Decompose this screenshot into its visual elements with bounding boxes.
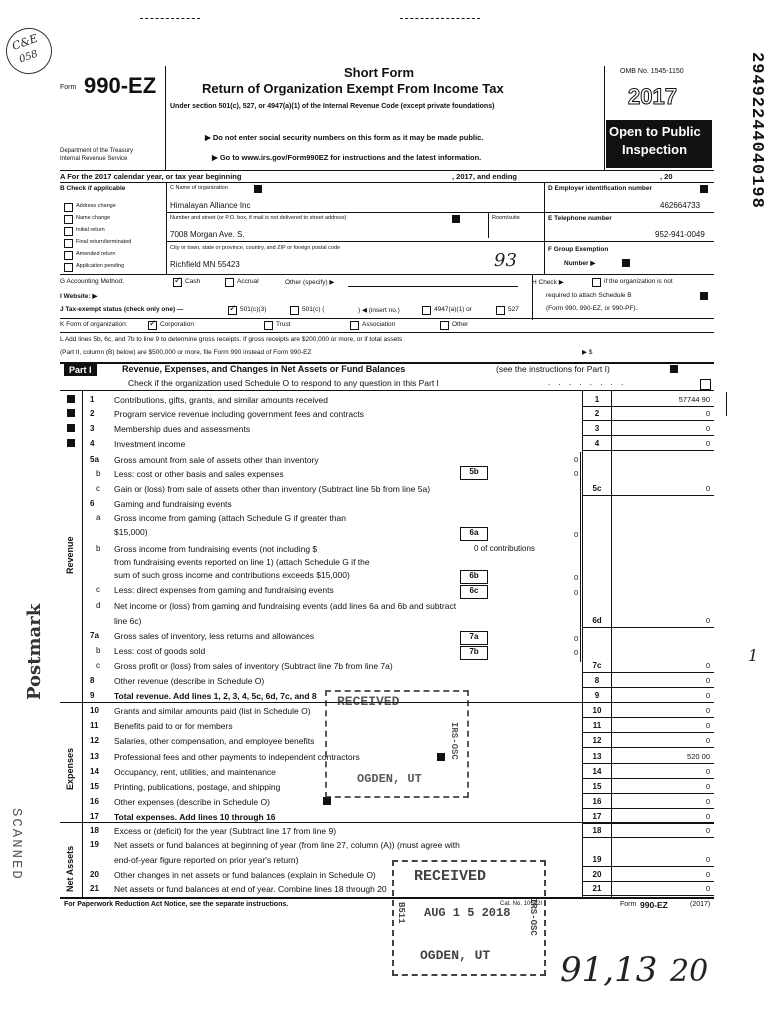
footer-form-word: Form — [620, 901, 637, 908]
line-number: b — [96, 544, 101, 553]
line-description: Gross income from gaming (attach Schedule G if greater than — [114, 513, 346, 523]
street-label: Number and street (or P.O. box, if mail is not delivered to street address) — [170, 215, 347, 221]
line-box-number: 13 — [592, 752, 602, 761]
line-rule — [582, 672, 714, 673]
dept-treasury: Department of the Treasury — [60, 148, 134, 154]
association-label: Association — [362, 321, 396, 328]
rule — [544, 241, 714, 242]
line-box-number: 11 — [592, 721, 602, 730]
line-amount[interactable]: 0 — [705, 439, 710, 448]
part1-title: Revenue, Expenses, and Changes in Net Assets or Fund Balances — [122, 364, 406, 374]
part1-check-line: Check if the organization used Schedule O to respond to any question in this Part I — [128, 378, 439, 388]
line-number: 7a — [90, 631, 99, 640]
line-number: 4 — [90, 439, 95, 448]
received-2-date: AUG 1 5 2018 — [424, 906, 511, 920]
rule — [60, 897, 714, 899]
amount-6a[interactable]: 0 — [574, 530, 579, 539]
line-box-number: 12 — [592, 736, 602, 745]
line-number: a — [96, 513, 101, 522]
room-suite-label: Room/suite — [492, 215, 520, 221]
line-l-dollar: ▶ $ — [582, 349, 593, 356]
cash-checkbox[interactable]: ✓ — [174, 275, 182, 285]
line-description: Total revenue. Add lines 1, 2, 3, 4, 5c, 6d, 7c, and 8 — [114, 691, 317, 701]
line-description: Other changes in net assets or fund balances (explain in Schedule O) — [114, 870, 376, 880]
line-number: 1 — [90, 395, 95, 404]
line-description: Total expenses. Add lines 10 through 16 — [114, 812, 276, 822]
phone-label: E Telephone number — [548, 215, 612, 222]
line-amount[interactable]: 57744 90 — [678, 395, 710, 404]
form-subtitle: Return of Organization Exempt From Income Tax — [202, 81, 504, 96]
divider — [582, 390, 583, 897]
code-2: B511 — [396, 902, 406, 924]
cat-number: Cat. No. 10642I — [500, 901, 543, 907]
line-rule — [582, 823, 714, 824]
4947-checkbox[interactable] — [422, 306, 431, 315]
line-rule — [582, 702, 714, 703]
accrual-label: Accrual — [237, 278, 259, 285]
line-h-check: H Check ▶ — [532, 279, 564, 286]
line-box-number: 18 — [592, 826, 602, 835]
leader-dots: . . . . . . . . — [548, 378, 627, 387]
received-stamp-1 — [325, 690, 469, 798]
footer-year: (2017) — [690, 901, 711, 908]
line-box-number: 1 — [594, 395, 600, 404]
inner-col-right — [580, 452, 581, 662]
line-amount[interactable]: 520 00 — [687, 752, 710, 761]
section-b-label: B Check if applicable — [60, 185, 126, 192]
form-number: 990-EZ — [84, 73, 157, 98]
cge-number: 058 — [17, 48, 40, 66]
city-label: City or town, state or province, country, and ZIP or foreign postal code — [170, 245, 341, 251]
line-amount[interactable]: 0 — [705, 884, 710, 893]
line-rule — [582, 778, 714, 779]
inspection: Inspection — [622, 142, 688, 157]
rule — [166, 241, 544, 242]
line-number: b — [96, 469, 101, 478]
line-rule — [582, 406, 714, 407]
address-change-checkbox[interactable] — [64, 203, 73, 212]
info-icon — [622, 259, 630, 267]
handwritten-20: 20 — [670, 954, 709, 989]
line-number: 21 — [90, 884, 99, 893]
box-6a: 6a — [460, 527, 488, 541]
divider — [488, 212, 489, 238]
line-amount[interactable]: 0 — [705, 424, 710, 433]
501c-checkbox[interactable] — [290, 306, 299, 315]
line-number: 2 — [90, 409, 95, 418]
line-box-number: 14 — [592, 767, 602, 776]
info-icon — [67, 409, 75, 417]
line-amount[interactable]: 0 — [705, 409, 710, 418]
handwritten-9113: 91,13 — [560, 950, 658, 990]
line-rule — [582, 687, 714, 688]
association-checkbox[interactable] — [350, 321, 359, 330]
application-pending-label: Application pending — [76, 263, 125, 269]
line-description: Investment income — [114, 439, 186, 449]
box-7a: 7a — [460, 631, 488, 645]
line-box-number: 7c — [592, 661, 602, 670]
line-box-number: 15 — [592, 782, 602, 791]
line-number: 12 — [90, 736, 99, 745]
line-rule — [582, 732, 714, 733]
line-description: Other expenses (describe in Schedule O) — [114, 797, 270, 807]
line-description: Less: cost or other basis and sales expenses — [114, 469, 284, 479]
address-change-label: Address change — [76, 203, 116, 209]
tax-year: 2017 — [628, 84, 677, 109]
final-return-label: Final return/terminated — [76, 239, 132, 245]
line-rule — [582, 763, 714, 764]
line-description: Net assets or fund balances at end of year. Combine lines 18 through 20 — [114, 884, 387, 894]
line-number: 19 — [90, 840, 99, 849]
info-icon — [700, 185, 708, 193]
box-5b: 5b — [460, 466, 488, 480]
info-icon — [67, 439, 75, 447]
phone-value[interactable]: 952-941-0049 — [655, 230, 705, 239]
line-description: Gaming and fundraising events — [114, 499, 232, 509]
info-icon — [67, 424, 75, 432]
527-label: 527 — [508, 306, 519, 313]
other-org-label: Other — [452, 321, 469, 328]
amount-7b[interactable]: 0 — [574, 648, 579, 657]
initial-return-checkbox[interactable] — [64, 227, 73, 236]
line-amount[interactable]: 0 — [705, 736, 710, 745]
scanned-margin: SCANNED — [8, 808, 24, 881]
info-icon — [254, 185, 262, 193]
line-box-number: 3 — [594, 424, 600, 433]
line-number: 16 — [90, 797, 99, 806]
line-box-number: 10 — [592, 706, 602, 715]
line-number: 13 — [90, 752, 99, 761]
line-rule — [582, 717, 714, 718]
info-icon — [67, 395, 75, 403]
line-a-end: , 20 — [660, 172, 673, 181]
4947-label: 4947(a)(1) or — [434, 306, 472, 313]
received-2-text: RECEIVED — [414, 868, 487, 885]
divider — [544, 182, 545, 274]
name-change-label: Name change — [76, 215, 111, 221]
final-return-checkbox[interactable] — [64, 239, 73, 248]
line-description: sum of such gross income and contributions exceeds $15,000) — [114, 570, 350, 580]
501c3-label: 501(c)(3) — [240, 306, 267, 313]
ein-value[interactable]: 462664733 — [660, 201, 701, 210]
line-rule — [582, 420, 714, 421]
cash-label: Cash — [185, 278, 201, 285]
line-rule — [582, 450, 714, 451]
rule — [60, 390, 714, 391]
line-amount[interactable]: 0 — [705, 676, 710, 685]
expenses-side-label: Expenses — [65, 747, 75, 790]
corporation-checkbox[interactable]: ✓ — [149, 318, 157, 328]
line-a-label: A For the 2017 calendar year, or tax year beginning — [60, 172, 242, 181]
initial-return-label: Initial return — [76, 227, 105, 233]
form-title: Short Form — [344, 65, 415, 80]
line-description: Gross sales of inventory, less returns and allowances — [114, 631, 315, 641]
line-description: Salaries, other compensation, and employee benefits — [114, 736, 315, 746]
corporation-label: Corporation — [160, 321, 194, 328]
irs-osc-1: IRS-OSC — [449, 722, 459, 760]
line-description: Program service revenue including government fees and contracts — [114, 409, 364, 419]
ogden-1-text: OGDEN, UT — [357, 772, 422, 786]
rule — [544, 212, 714, 213]
line-number: 10 — [90, 706, 99, 715]
handwritten-93: 93 — [494, 250, 517, 271]
line-box-number: 5c — [592, 484, 602, 493]
handwritten-tick — [726, 392, 727, 416]
line-description: end-of-year figure reported on prior year's return) — [114, 855, 299, 865]
city-state-zip[interactable]: Richfield MN 55423 — [170, 260, 240, 269]
org-name-label: C Name of organization — [170, 185, 228, 191]
other-method-line[interactable] — [348, 286, 518, 287]
line-description: Membership dues and assessments — [114, 424, 251, 434]
line-description: Professional fees and other payments to independent contractors — [114, 752, 360, 762]
amount-7a[interactable]: 0 — [574, 634, 579, 643]
info-icon — [700, 292, 708, 300]
line-h-text3: required to attach Schedule B — [546, 292, 632, 299]
line-number: c — [96, 585, 100, 594]
under-section: Under section 501(c), 527, or 4947(a)(1) of the Internal Revenue Code (except private foundations) — [170, 103, 495, 110]
divider — [82, 390, 83, 897]
amount-5a[interactable]: 0 — [574, 455, 579, 464]
footer-form-number: 990-EZ — [640, 900, 668, 910]
line-rule — [582, 435, 714, 436]
line-number: 11 — [90, 721, 99, 730]
street-address[interactable]: 7008 Morgan Ave. S. — [170, 230, 245, 239]
line-h-text4: (Form 990, 990-EZ, or 990-PF). — [546, 305, 638, 312]
irs-label: Internal Revenue Service — [60, 156, 128, 162]
other-method-label: Other (specify) ▶ — [285, 279, 335, 286]
line-rule — [582, 747, 714, 748]
amended-return-checkbox[interactable] — [64, 251, 73, 260]
line-number: 3 — [90, 424, 95, 433]
divider — [604, 66, 605, 170]
line-number: 8 — [90, 676, 95, 685]
amended-return-label: Amended return — [76, 251, 116, 257]
line-box-number: 17 — [592, 812, 602, 821]
line-description: Net assets or fund balances at beginning of year (from line 27, column (A)) (must agree with — [114, 840, 460, 850]
line-description: Benefits paid to or for members — [114, 721, 233, 731]
line-amount[interactable]: 0 — [705, 812, 710, 821]
rule — [60, 170, 714, 171]
box-6b: 6b — [460, 570, 488, 584]
cge-stamp — [0, 22, 58, 81]
ogden-2-text: OGDEN, UT — [420, 948, 491, 963]
rule — [60, 182, 714, 183]
line-box-number: 9 — [594, 691, 600, 700]
line-rule — [582, 808, 714, 809]
line-rule — [582, 793, 714, 794]
box-7b: 7b — [460, 646, 488, 660]
line-amount[interactable]: 0 — [705, 782, 710, 791]
divider — [532, 274, 533, 320]
irs-osc-2: IRS-OSC — [528, 898, 538, 936]
part1-title-note: (see the instructions for Part I) — [496, 364, 610, 374]
line-number: b — [96, 646, 101, 655]
amount-6c[interactable]: 0 — [574, 588, 579, 597]
line-number: 9 — [90, 691, 95, 700]
rule — [60, 332, 714, 333]
received-1-text: RECEIVED — [337, 694, 400, 709]
line-description: Grants and similar amounts paid (list in Schedule O) — [114, 706, 311, 716]
line-amount[interactable]: 0 — [705, 797, 710, 806]
line-amount[interactable]: 0 — [705, 767, 710, 776]
line-h-text2: if the organization is not — [604, 278, 673, 285]
part1-tag: Part I — [64, 364, 97, 376]
schedule-b-checkbox[interactable] — [592, 278, 601, 287]
revenue-side-label: Revenue — [65, 536, 75, 574]
postmark-margin: Postmark — [24, 603, 45, 700]
line-rule — [582, 881, 714, 882]
line-l-text2: (Part II, column (B) below) are $500,000 or more, file Form 990 instead of Form 990-EZ — [60, 349, 312, 356]
line-box-number: 8 — [594, 676, 600, 685]
divider — [611, 390, 612, 897]
trust-label: Trust — [276, 321, 291, 328]
divider — [165, 66, 166, 170]
line-box-number: 20 — [592, 870, 602, 879]
line-description: Gross profit or (loss) from sales of inventory (Subtract line 7b from line 7a) — [114, 661, 393, 671]
tax-exempt-label: J Tax-exempt status (check only one) — — [60, 306, 184, 313]
net-assets-side-label: Net Assets — [65, 845, 75, 892]
application-pending-checkbox[interactable] — [64, 263, 73, 272]
line-description: Less: direct expenses from gaming and fundraising events — [114, 585, 334, 595]
line-number: c — [96, 661, 100, 670]
of-contributions: 0 of contributions — [474, 544, 535, 553]
line-amount[interactable]: 0 — [705, 484, 710, 493]
line-rule — [582, 837, 714, 838]
line-description: Excess or (deficit) for the year (Subtract line 17 from line 9) — [114, 826, 337, 836]
divider — [166, 182, 167, 274]
received-stamp-2 — [392, 860, 546, 976]
line-amount[interactable]: 0 — [705, 721, 710, 730]
rule — [60, 318, 714, 319]
handwritten-mark: 1 — [748, 646, 759, 665]
line-amount[interactable]: 0 — [705, 661, 710, 670]
amount-6b[interactable]: 0 — [574, 573, 579, 582]
amount-5b[interactable]: 0 — [574, 469, 579, 478]
box-6c: 6c — [460, 585, 488, 599]
line-number: 17 — [90, 812, 99, 821]
omb-number: OMB No. 1545-1150 — [620, 68, 684, 75]
line-box-number: 21 — [592, 884, 602, 893]
info-icon — [670, 365, 678, 373]
accrual-checkbox[interactable] — [225, 278, 234, 287]
line-number: d — [96, 601, 101, 610]
line-description: $15,000) — [114, 527, 148, 537]
dln-number: 29492244040198 — [747, 52, 766, 209]
line-rule — [582, 627, 714, 628]
line-description: Other revenue (describe in Schedule O) — [114, 676, 265, 686]
line-number: 14 — [90, 767, 99, 776]
info-icon — [323, 797, 331, 805]
line-description: Occupancy, rent, utilities, and maintenance — [114, 767, 276, 777]
line-box-number: 2 — [594, 409, 600, 418]
line-box-number: 16 — [592, 797, 602, 806]
group-exemption-label: F Group Exemption — [548, 246, 609, 253]
line-amount[interactable]: 0 — [705, 826, 710, 835]
line-amount[interactable]: 0 — [705, 616, 710, 625]
line-description: Gain or (loss) from sale of assets other than inventory (Subtract line 5b from line 5a) — [114, 484, 431, 494]
insert-no-label: ) ◀ (insert no.) — [358, 307, 400, 314]
line-l-text1: L Add lines 5b, 6c, and 7b to line 9 to determine gross receipts. If gross receipts are $200,000 or more, or if total assets — [60, 336, 403, 343]
line-box-number: 4 — [594, 439, 600, 448]
open-to-public: Open to Public — [609, 124, 701, 139]
line-box-number: 6d — [592, 616, 602, 625]
form-word: Form — [60, 84, 77, 91]
line-description: Gross income from fundraising events (not including $ — [114, 544, 318, 554]
trust-checkbox[interactable] — [264, 321, 273, 330]
line-amount[interactable]: 0 — [705, 691, 710, 700]
name-change-checkbox[interactable] — [64, 215, 73, 224]
line-description: line 6c) — [114, 616, 142, 626]
line-number: 15 — [90, 782, 99, 791]
line-rule — [582, 895, 714, 896]
line-amount[interactable]: 0 — [705, 870, 710, 879]
line-a-mid: , 2017, and ending — [452, 172, 518, 181]
line-description: Gross amount from sale of assets other than inventory — [114, 455, 319, 465]
accounting-method-label: G Accounting Method: — [60, 278, 124, 285]
line-number: 6 — [90, 499, 95, 508]
line-rule — [582, 495, 714, 496]
do-not-enter: ▶ Do not enter social security numbers on this form as it may be made public. — [205, 133, 484, 142]
form-of-org-label: K Form of organization: — [60, 321, 128, 328]
line-description: from fundraising events reported on line 1) (attach Schedule G if the — [114, 557, 370, 567]
open-public-box — [606, 120, 712, 168]
line-number: 18 — [90, 826, 99, 835]
group-number-label: Number ▶ — [564, 260, 596, 267]
line-number: 5a — [90, 455, 99, 464]
line-amount[interactable]: 0 — [705, 706, 710, 715]
other-org-checkbox[interactable] — [440, 321, 449, 330]
501c-label: 501(c) ( — [302, 306, 325, 313]
website-label: I Website: ▶ — [60, 293, 98, 300]
line-amount[interactable]: 0 — [705, 855, 710, 864]
ein-label: D Employer identification number — [548, 185, 653, 192]
cge-text: C&E — [10, 31, 40, 53]
line-description: Net income or (loss) from gaming and fundraising events (add lines 6a and 6b and subtract — [114, 601, 457, 611]
goto-irs: ▶ Go to www.irs.gov/Form990EZ for instructions and the latest information. — [212, 153, 482, 162]
line-box-number: 19 — [592, 855, 602, 864]
line-description: Less: cost of goods sold — [114, 646, 206, 656]
line-description: Contributions, gifts, grants, and similar amounts received — [114, 395, 329, 405]
info-icon — [452, 215, 460, 223]
org-name[interactable]: Himalayan Alliance Inc — [170, 201, 251, 210]
scan-edge — [140, 18, 200, 19]
line-description: Printing, publications, postage, and shipping — [114, 782, 281, 792]
line-number: c — [96, 484, 100, 493]
schedule-o-checkbox[interactable] — [700, 379, 711, 390]
scan-edge — [400, 18, 480, 19]
527-checkbox[interactable] — [496, 306, 505, 315]
rule — [60, 274, 714, 275]
line-number: 20 — [90, 870, 99, 879]
501c3-checkbox[interactable]: ✓ — [229, 303, 237, 313]
paperwork-notice: For Paperwork Reduction Act Notice, see the separate instructions. — [64, 901, 289, 908]
line-rule — [582, 866, 714, 867]
